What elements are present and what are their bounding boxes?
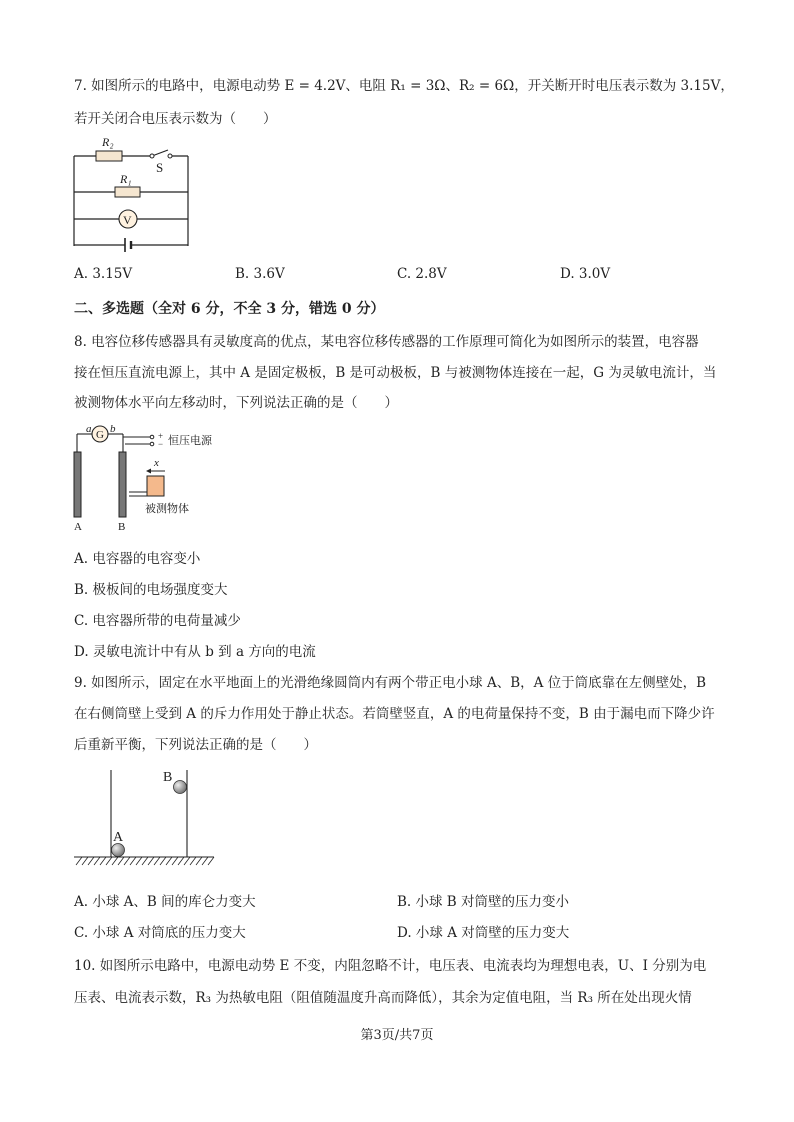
q9-label-b: B — [163, 770, 173, 785]
q9-option-a[interactable]: A. 小球 A、B 间的库仑力变大 — [74, 894, 256, 910]
q9-cylinder-diagram — [72, 768, 222, 868]
q9-option-b[interactable]: B. 小球 B 对筒壁的压力变小 — [397, 894, 570, 910]
q8-option-a[interactable]: A. 电容器的电容变小 — [74, 551, 201, 567]
terminal-plus — [150, 435, 154, 439]
q8-label-source: 恒压电源 — [168, 435, 212, 447]
q9-option-d[interactable]: D. 小球 A 对筒壁的压力变大 — [397, 925, 570, 941]
q8-label-minus: − — [158, 439, 164, 449]
q7-option-b[interactable]: B. 3.6V — [235, 266, 285, 282]
q8-label-g: G — [96, 429, 104, 441]
q8-label-plate-a: A — [74, 521, 82, 533]
measured-object-block — [147, 476, 164, 496]
ground-hatching — [76, 857, 214, 865]
q7-label-r1: R₁ — [120, 172, 132, 186]
q8-label-a: a — [86, 423, 92, 435]
q8-option-d[interactable]: D. 灵敏电流计中有从 b 到 a 方向的电流 — [74, 644, 316, 660]
q10-line2: 压表、电流表示数，R₃ 为热敏电阻（阻值随温度升高而降低），其余为定值电阻，当 R₃ 所在处出现火情 — [74, 990, 692, 1006]
q7-option-c[interactable]: C. 2.8V — [397, 266, 447, 282]
q9-label-a: A — [113, 830, 124, 845]
q9-line2: 在右侧筒壁上受到 A 的斥力作用处于静止状态。若筒壁竖直，A 的电荷量保持不变，B 由于漏电而下降少许 — [74, 706, 715, 722]
page-footer: 第3页/共7页 — [360, 1028, 434, 1043]
plate-a — [74, 452, 81, 517]
q7-line1: 7. 如图所示的电路中，电源电动势 E = 4.2V、电阻 R₁ = 3Ω、R₂ = 6Ω，开关断开时电压表示数为 3.15V， — [74, 78, 734, 94]
q8-line3: 被测物体水平向左移动时，下列说法正确的是（ ） — [74, 395, 398, 411]
q8-line1: 8. 电容位移传感器具有灵敏度高的优点，某电容位移传感器的工作原理可简化为如图所示的装置，电容器 — [74, 334, 699, 350]
switch-pivot — [150, 154, 154, 158]
q7-circuit-diagram — [74, 135, 194, 246]
section-heading-multiple-choice: 二、多选题（全对 6 分，不全 3 分，错选 0 分） — [74, 301, 385, 317]
q8-label-object: 被测物体 — [145, 503, 189, 515]
q8-label-b: b — [110, 423, 116, 435]
terminal-minus — [150, 442, 154, 446]
q9-line1: 9. 如图所示，固定在水平地面上的光滑绝缘圆筒内有两个带正电小球 A、B，A 位于筒底靠在左侧壁处，B — [74, 675, 707, 691]
q9-line3: 后重新平衡，下列说法正确的是（ ） — [74, 737, 317, 753]
q8-label-plate-b: B — [118, 521, 126, 533]
q8-option-c[interactable]: C. 电容器所带的电荷量减少 — [74, 613, 241, 629]
q8-line2: 接在恒压直流电源上，其中 A 是固定极板，B 是可动极板，B 与被测物体连接在一起，G 为灵敏电流计，当 — [74, 365, 717, 381]
switch-contact — [168, 154, 172, 158]
q8-label-plus: + — [158, 431, 164, 441]
q7-label-r2: R₂ — [102, 135, 114, 149]
q8-capacitor-sensor-diagram — [70, 424, 230, 534]
q8-label-x: x — [154, 457, 159, 469]
q7-option-a[interactable]: A. 3.15V — [74, 266, 133, 282]
q7-option-d[interactable]: D. 3.0V — [560, 266, 611, 282]
q10-line1: 10. 如图所示电路中，电源电动势 E 不变，内阻忽略不计，电压表、电流表均为理想电表，U、I 分别为电 — [74, 958, 707, 974]
ball-a — [112, 844, 125, 857]
q7-line2: 若开关闭合电压表示数为（ ） — [74, 111, 277, 127]
q7-label-v: V — [123, 213, 132, 227]
q7-label-s: S — [156, 160, 164, 175]
ball-b — [174, 781, 187, 794]
q8-option-b[interactable]: B. 极板间的电场强度变大 — [74, 582, 228, 598]
plate-b — [119, 452, 126, 517]
r2-resistor — [96, 151, 122, 161]
q9-option-c[interactable]: C. 小球 A 对筒底的压力变大 — [74, 925, 246, 941]
r1-resistor — [115, 187, 140, 197]
x-arrowhead — [146, 469, 151, 474]
